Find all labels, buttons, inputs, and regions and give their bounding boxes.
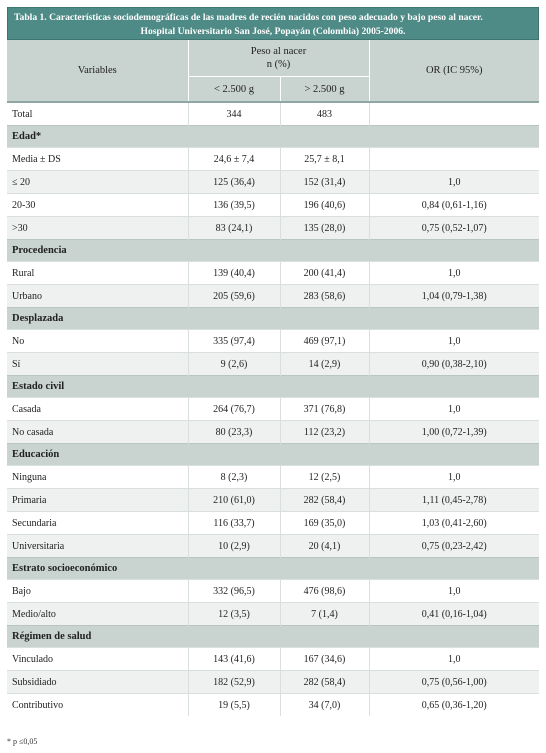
row-high: 371 (76,8) <box>280 398 369 421</box>
section-header <box>7 444 539 466</box>
row-label: Medio/alto <box>7 603 188 626</box>
row-label: Urbano <box>7 285 188 308</box>
row-or <box>369 148 539 171</box>
row-label: Primaria <box>7 489 188 512</box>
row-label: 20-30 <box>7 194 188 217</box>
row-high: 483 <box>280 102 369 126</box>
table-row <box>7 512 539 535</box>
row-low: 8 (2,3) <box>188 466 280 489</box>
table-row <box>7 194 539 217</box>
row-high: 135 (28,0) <box>280 217 369 240</box>
row-or: 0,41 (0,16-1,04) <box>369 603 539 626</box>
row-low: 9 (2,6) <box>188 353 280 376</box>
row-high: 14 (2,9) <box>280 353 369 376</box>
row-label: Subsidiado <box>7 671 188 694</box>
row-or: 1,0 <box>369 171 539 194</box>
row-label: Media ± DS <box>7 148 188 171</box>
row-label: Universitaria <box>7 535 188 558</box>
row-or <box>369 102 539 126</box>
section-header <box>7 308 539 330</box>
row-label: Ninguna <box>7 466 188 489</box>
section-title: Estado civil <box>7 376 539 398</box>
row-or: 0,75 (0,52-1,07) <box>369 217 539 240</box>
table-body <box>7 102 539 716</box>
header-peso-line-2: n (%) <box>266 59 291 70</box>
header-col-low: < 2.500 g <box>188 77 280 103</box>
row-label: Sí <box>7 353 188 376</box>
row-or: 1,0 <box>369 580 539 603</box>
section-title: Educación <box>7 444 539 466</box>
table-wrapper <box>7 40 539 716</box>
table-row <box>7 648 539 671</box>
row-or: 1,11 (0,45-2,78) <box>369 489 539 512</box>
row-high: 200 (41,4) <box>280 262 369 285</box>
row-high: 34 (7,0) <box>280 694 369 717</box>
row-or: 1,0 <box>369 330 539 353</box>
row-label: >30 <box>7 217 188 240</box>
table-caption <box>7 7 539 40</box>
row-label: Contributivo <box>7 694 188 717</box>
row-low: 116 (33,7) <box>188 512 280 535</box>
row-high: 12 (2,5) <box>280 466 369 489</box>
section-title: Desplazada <box>7 308 539 330</box>
header-peso-al-nacer <box>188 40 369 77</box>
table-row <box>7 285 539 308</box>
row-low: 125 (36,4) <box>188 171 280 194</box>
row-low: 136 (39,5) <box>188 194 280 217</box>
footnote: * p ≤0,05 <box>7 737 38 746</box>
row-or: 1,0 <box>369 648 539 671</box>
row-low: 182 (52,9) <box>188 671 280 694</box>
row-or: 1,0 <box>369 466 539 489</box>
row-or: 0,65 (0,36-1,20) <box>369 694 539 717</box>
table-row <box>7 466 539 489</box>
section-title: Procedencia <box>7 240 539 262</box>
row-high: 112 (23,2) <box>280 421 369 444</box>
table-row <box>7 671 539 694</box>
section-header <box>7 626 539 648</box>
table-row <box>7 489 539 512</box>
header-peso-line-1: Peso al nacer <box>250 46 307 57</box>
row-high: 282 (58,4) <box>280 671 369 694</box>
row-high: 20 (4,1) <box>280 535 369 558</box>
header-variables: Variables <box>7 40 188 102</box>
row-label: ≤ 20 <box>7 171 188 194</box>
row-label: Vinculado <box>7 648 188 671</box>
row-or: 0,84 (0,61-1,16) <box>369 194 539 217</box>
table-row-total <box>7 102 539 126</box>
row-high: 169 (35,0) <box>280 512 369 535</box>
row-label: No casada <box>7 421 188 444</box>
row-low: 10 (2,9) <box>188 535 280 558</box>
row-low: 12 (3,5) <box>188 603 280 626</box>
row-low: 264 (76,7) <box>188 398 280 421</box>
table-row <box>7 171 539 194</box>
row-low: 205 (59,6) <box>188 285 280 308</box>
header-col-high: > 2.500 g <box>280 77 369 103</box>
section-header <box>7 376 539 398</box>
row-low: 139 (40,4) <box>188 262 280 285</box>
row-or: 1,03 (0,41-2,60) <box>369 512 539 535</box>
row-high: 469 (97,1) <box>280 330 369 353</box>
row-high: 283 (58,6) <box>280 285 369 308</box>
row-low: 210 (61,0) <box>188 489 280 512</box>
table-row <box>7 217 539 240</box>
row-high: 282 (58,4) <box>280 489 369 512</box>
row-or: 1,0 <box>369 262 539 285</box>
row-or: 1,04 (0,79-1,38) <box>369 285 539 308</box>
sociodemographic-table <box>7 40 539 716</box>
row-or: 1,00 (0,72-1,39) <box>369 421 539 444</box>
table-row <box>7 603 539 626</box>
row-low: 19 (5,5) <box>188 694 280 717</box>
row-low: 344 <box>188 102 280 126</box>
row-high: 167 (34,6) <box>280 648 369 671</box>
row-label: Total <box>7 102 188 126</box>
table-row <box>7 398 539 421</box>
table-row <box>7 330 539 353</box>
header-or: OR (IC 95%) <box>369 40 539 102</box>
row-label: Secundaria <box>7 512 188 535</box>
table-row <box>7 694 539 717</box>
section-title: Edad* <box>7 126 539 148</box>
row-label: Rural <box>7 262 188 285</box>
row-low: 80 (23,3) <box>188 421 280 444</box>
table-row <box>7 535 539 558</box>
row-high: 25,7 ± 8,1 <box>280 148 369 171</box>
row-or: 0,75 (0,23-2,42) <box>369 535 539 558</box>
row-high: 7 (1,4) <box>280 603 369 626</box>
table-row <box>7 148 539 171</box>
section-header <box>7 126 539 148</box>
row-low: 335 (97,4) <box>188 330 280 353</box>
row-label: Casada <box>7 398 188 421</box>
caption-line-1: Tabla 1. Características sociodemográficas de las madres de recién nacidos con peso adecuado y bajo peso al nacer. <box>14 12 483 23</box>
row-high: 152 (31,4) <box>280 171 369 194</box>
section-title: Estrato socioeconómico <box>7 558 539 580</box>
row-high: 476 (98,6) <box>280 580 369 603</box>
row-low: 24,6 ± 7,4 <box>188 148 280 171</box>
section-title: Régimen de salud <box>7 626 539 648</box>
caption-line-2: Hospital Universitario San José, Popayán (Colombia) 2005-2006. <box>140 26 406 37</box>
row-or: 0,75 (0,56-1,00) <box>369 671 539 694</box>
row-label: No <box>7 330 188 353</box>
row-or: 1,0 <box>369 398 539 421</box>
section-header <box>7 240 539 262</box>
table-row <box>7 580 539 603</box>
row-low: 143 (41,6) <box>188 648 280 671</box>
table-row <box>7 421 539 444</box>
table-row <box>7 262 539 285</box>
row-low: 332 (96,5) <box>188 580 280 603</box>
section-header <box>7 558 539 580</box>
row-high: 196 (40,6) <box>280 194 369 217</box>
table-row <box>7 353 539 376</box>
row-or: 0,90 (0,38-2,10) <box>369 353 539 376</box>
row-low: 83 (24,1) <box>188 217 280 240</box>
row-label: Bajo <box>7 580 188 603</box>
